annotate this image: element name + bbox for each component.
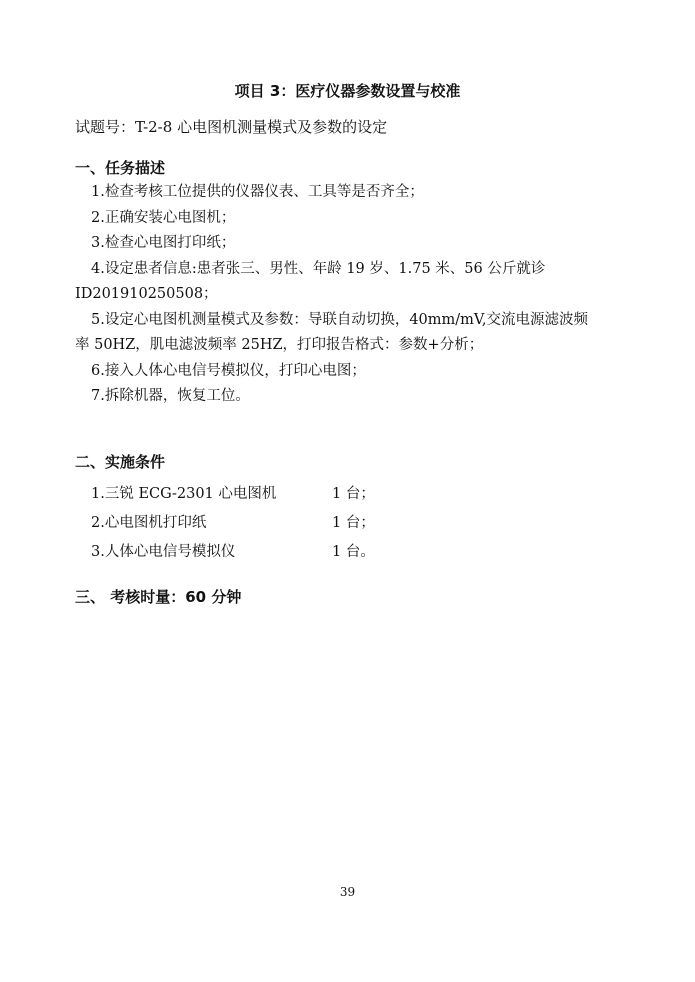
- task-item: [75, 359, 635, 385]
- exam-question-number: 试题号：T-2-8 心电图机测量模式及参数的设定: [75, 118, 388, 136]
- task-item-text: 2.正确安装心电图机；: [91, 209, 236, 226]
- conditions-list: [91, 480, 491, 567]
- section-heading-implementation-conditions: 二、实施条件: [75, 453, 166, 471]
- page-number: 39: [339, 885, 356, 899]
- condition-quantity: 1 台。: [332, 544, 375, 560]
- condition-name: 2.心电图机打印纸: [91, 515, 207, 531]
- task-item: [75, 180, 635, 206]
- document-title: 项目 3：医疗仪器参数设置与校准: [234, 82, 461, 100]
- condition-row: [91, 480, 491, 509]
- task-item-text: 3.检查心电图打印纸；: [91, 235, 236, 251]
- task-item: [75, 231, 635, 257]
- condition-row: [91, 509, 491, 538]
- condition-name: 1.三锐 ECG-2301 心电图机: [91, 486, 277, 502]
- task-item-text: 5.设定心电图机测量模式及参数：导联自动切换，40mm/mV,交流电源滤波频: [91, 311, 588, 328]
- task-list: [75, 180, 635, 410]
- condition-quantity: 1 台；: [332, 486, 375, 502]
- task-item-continuation: ID201910250508；: [75, 286, 218, 302]
- task-item-text: 7.拆除机器，恢复工位。: [91, 388, 250, 404]
- task-item: [75, 257, 635, 308]
- task-item-text: 4.设定患者信息:患者张三、男性、年龄 19 岁、1.75 米、56 公斤就诊: [91, 260, 546, 277]
- section-heading-exam-duration: 三、 考核时量：60 分钟: [75, 588, 242, 606]
- task-item-text: 1.检查考核工位提供的仪器仪表、工具等是否齐全；: [91, 184, 424, 200]
- task-item: [75, 384, 635, 410]
- task-item-continuation: 率 50HZ，肌电滤波频率 25HZ，打印报告格式：参数+分析；: [75, 337, 484, 353]
- task-item: [75, 206, 635, 232]
- condition-row: [91, 538, 491, 567]
- condition-name: 3.人体心电信号模拟仪: [91, 544, 236, 560]
- section-heading-task-description: 一、任务描述: [75, 159, 166, 177]
- task-item-text: 6.接入人体心电信号模拟仪，打印心电图；: [91, 362, 366, 379]
- condition-quantity: 1 台；: [332, 515, 375, 531]
- task-item: [75, 308, 635, 359]
